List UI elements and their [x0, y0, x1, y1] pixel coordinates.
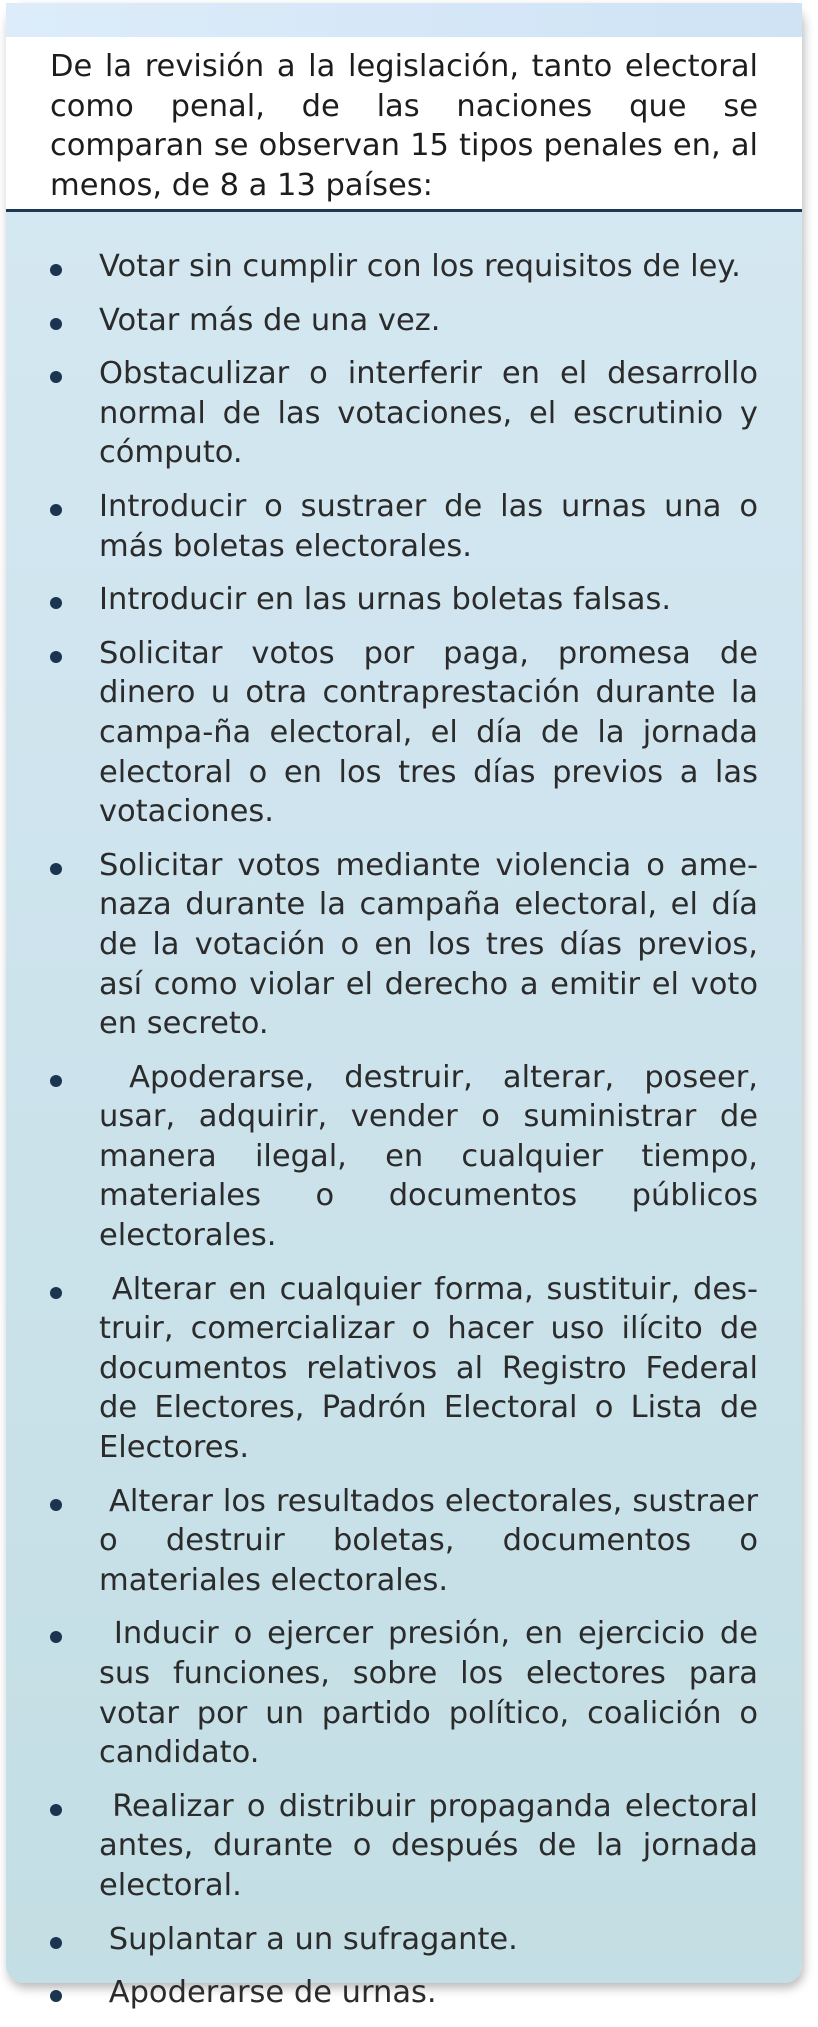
list-item-text: Realizar o distribuir propaganda electoral antes, durante o después de la jornada electoral. — [99, 1788, 768, 1903]
list-item-text: Alterar los resultados electorales, sustraer o destruir boletas, documentos o materiales electorales. — [99, 1483, 768, 1598]
card-header-band — [6, 3, 802, 37]
list-item — [6, 1482, 802, 1601]
divider — [6, 209, 802, 212]
list-item — [6, 1973, 802, 2013]
list-item — [6, 1270, 802, 1468]
bullet-icon — [50, 371, 62, 383]
list-item — [6, 1920, 802, 1960]
list-item — [6, 354, 802, 473]
list-item-text: Suplantar a un sufragante. — [99, 1921, 518, 1957]
list-item-text: Inducir o ejercer presión, en ejercicio de sus funciones, sobre los electores para votar por un partido político, coalición o candidato. — [99, 1616, 768, 1771]
bullet-icon — [50, 1287, 62, 1299]
bullet-icon — [50, 264, 62, 276]
list-item — [6, 1787, 802, 1906]
list-item-text: Alterar en cualquier forma, sustituir, des-truir, comercializar o hacer uso ilícito de documentos relativos al Registro Federal de Electores, Padrón Electoral o Lista de Electores. — [99, 1271, 768, 1466]
list-item — [6, 846, 802, 1044]
offense-list — [6, 247, 802, 2027]
list-item-text: Obstaculizar o interferir en el desarrollo normal de las votaciones, el escrutinio y cómputo. — [99, 356, 768, 471]
bullet-icon — [50, 318, 62, 330]
list-item-text: Introducir o sustraer de las urnas una o más boletas electorales. — [99, 488, 768, 564]
list-item — [6, 1614, 802, 1772]
info-card — [6, 3, 802, 2011]
list-item — [6, 580, 802, 620]
bullet-icon — [50, 1990, 62, 2002]
list-item-text: Apoderarse de urnas. — [99, 1975, 437, 2011]
bullet-icon — [50, 863, 62, 875]
bullet-icon — [50, 1631, 62, 1643]
list-item — [6, 301, 802, 341]
bullet-icon — [50, 597, 62, 609]
list-item — [6, 634, 802, 832]
list-item — [6, 247, 802, 287]
list-item-text: Solicitar votos por paga, promesa de dinero u otra contraprestación durante la campa-ña electoral, el día de la jornada electoral o en los tres días previos a las votaciones. — [99, 635, 768, 830]
bullet-icon — [50, 1075, 62, 1087]
list-item — [6, 487, 802, 566]
bullet-icon — [50, 1804, 62, 1816]
bullet-icon — [50, 504, 62, 516]
intro-paragraph: De la revisión a la legislación, tanto electoral como penal, de las naciones que se comparan se observan 15 tipos penales en, al menos, de 8 a 13 países: — [6, 37, 802, 211]
bullet-icon — [50, 651, 62, 663]
bullet-icon — [50, 1937, 62, 1949]
list-item-text: Solicitar votos mediante violencia o ame-naza durante la campaña electoral, el día de la votación o en los tres días previos, así como violar el derecho a emitir el voto en secreto. — [99, 847, 768, 1042]
list-item — [6, 1058, 802, 1256]
list-item-text: Introducir en las urnas boletas falsas. — [99, 582, 672, 618]
list-item-text: Votar sin cumplir con los requisitos de ley. — [99, 249, 741, 284]
bullet-icon — [50, 1499, 62, 1511]
list-item-text: Votar más de una vez. — [99, 302, 441, 338]
list-item-text: Apoderarse, destruir, alterar, poseer, usar, adquirir, vender o suministrar de manera ilegal, en cualquier tiempo, materiales o documentos públicos electorales. — [99, 1059, 768, 1254]
